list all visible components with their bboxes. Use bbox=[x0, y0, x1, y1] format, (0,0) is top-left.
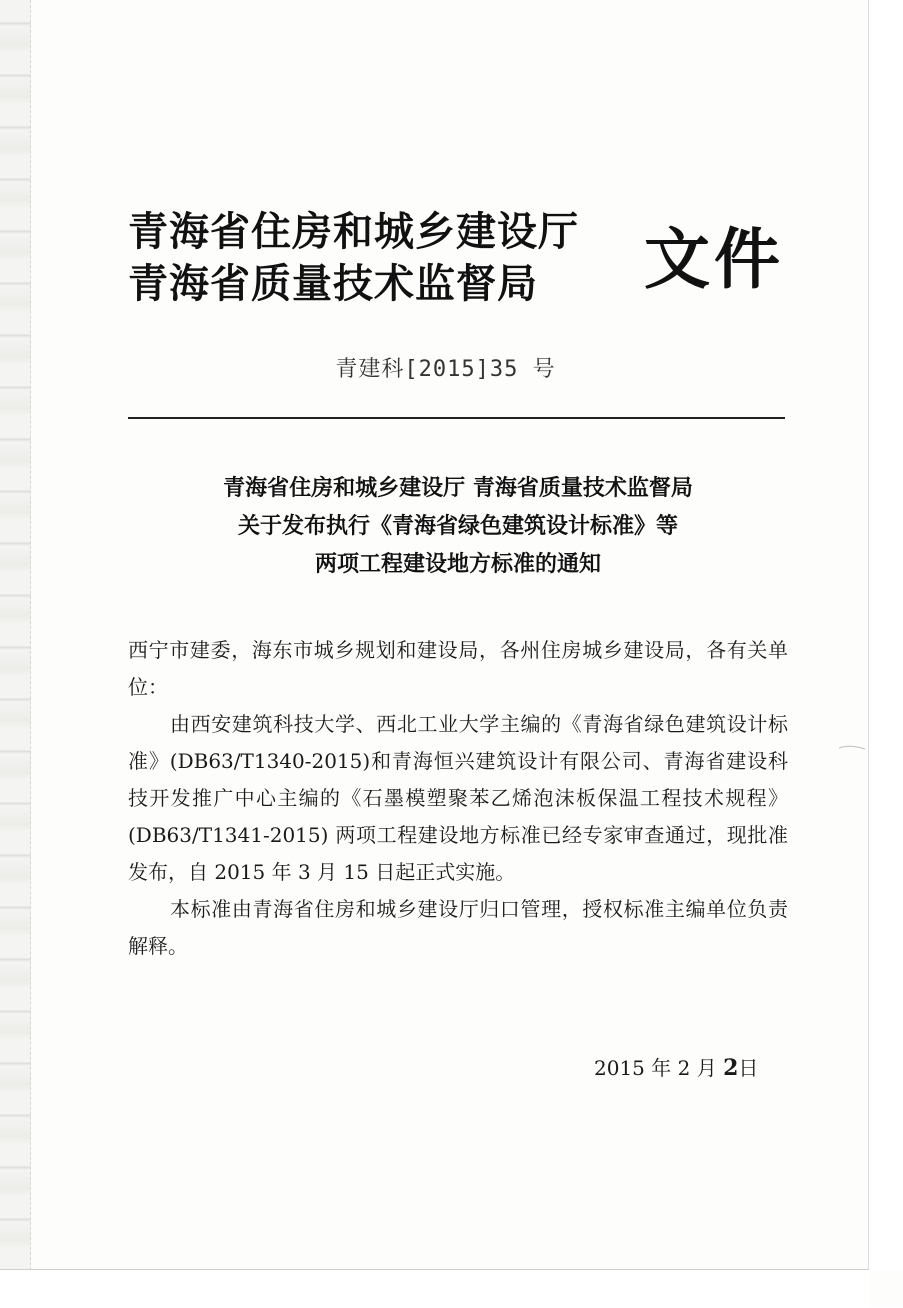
issue-date bbox=[594, 1052, 758, 1081]
issuer-line-2: 青海省质量技术监督局 bbox=[128, 261, 538, 307]
scan-margin-bottom bbox=[0, 1269, 869, 1308]
binding-edge bbox=[0, 0, 31, 1270]
scan-mark bbox=[838, 742, 866, 752]
scan-margin-right bbox=[868, 0, 903, 1270]
body-paragraph-2: 本标准由青海省住房和城乡建设厅归口管理，授权标准主编单位负责解释。 bbox=[128, 897, 788, 958]
date-prefix: 2015 年 2 月 bbox=[594, 1056, 724, 1080]
document-number bbox=[0, 352, 903, 383]
notice-title bbox=[128, 470, 788, 584]
issuer-line-1: 青海省住房和城乡建设厅 bbox=[128, 209, 579, 255]
title-line-1: 青海省住房和城乡建设厅 青海省质量技术监督局 bbox=[223, 476, 693, 501]
body-paragraph-1: 由西安建筑科技大学、西北工业大学主编的《青海省绿色建筑设计标准》(DB63/T1340-2015)和青海恒兴建筑设计有限公司、青海省建设科技开发推广中心主编的《石墨模塑聚苯乙烯泡沫板保温工程技术规程》(DB63/T1341-2015) 两项工程建设地方标准已经专家审查通过，现批准发布，自 2015 年 3 月 15 日起正式实施。 bbox=[128, 712, 788, 884]
document-number-text: 青建科[2015]35 号 bbox=[335, 357, 556, 382]
document-header bbox=[128, 200, 788, 320]
title-line-2: 关于发布执行《青海省绿色建筑设计标准》等 bbox=[237, 514, 678, 539]
header-rule bbox=[128, 417, 785, 419]
addressee: 西宁市建委，海东市城乡规划和建设局，各州住房城乡建设局，各有关单位： bbox=[128, 638, 788, 699]
notice-body bbox=[128, 632, 788, 965]
date-day: 2 bbox=[723, 1055, 739, 1081]
document-type-word: 文件 bbox=[644, 221, 784, 298]
title-line-3: 两项工程建设地方标准的通知 bbox=[314, 552, 601, 577]
date-suffix: 日 bbox=[738, 1056, 759, 1080]
